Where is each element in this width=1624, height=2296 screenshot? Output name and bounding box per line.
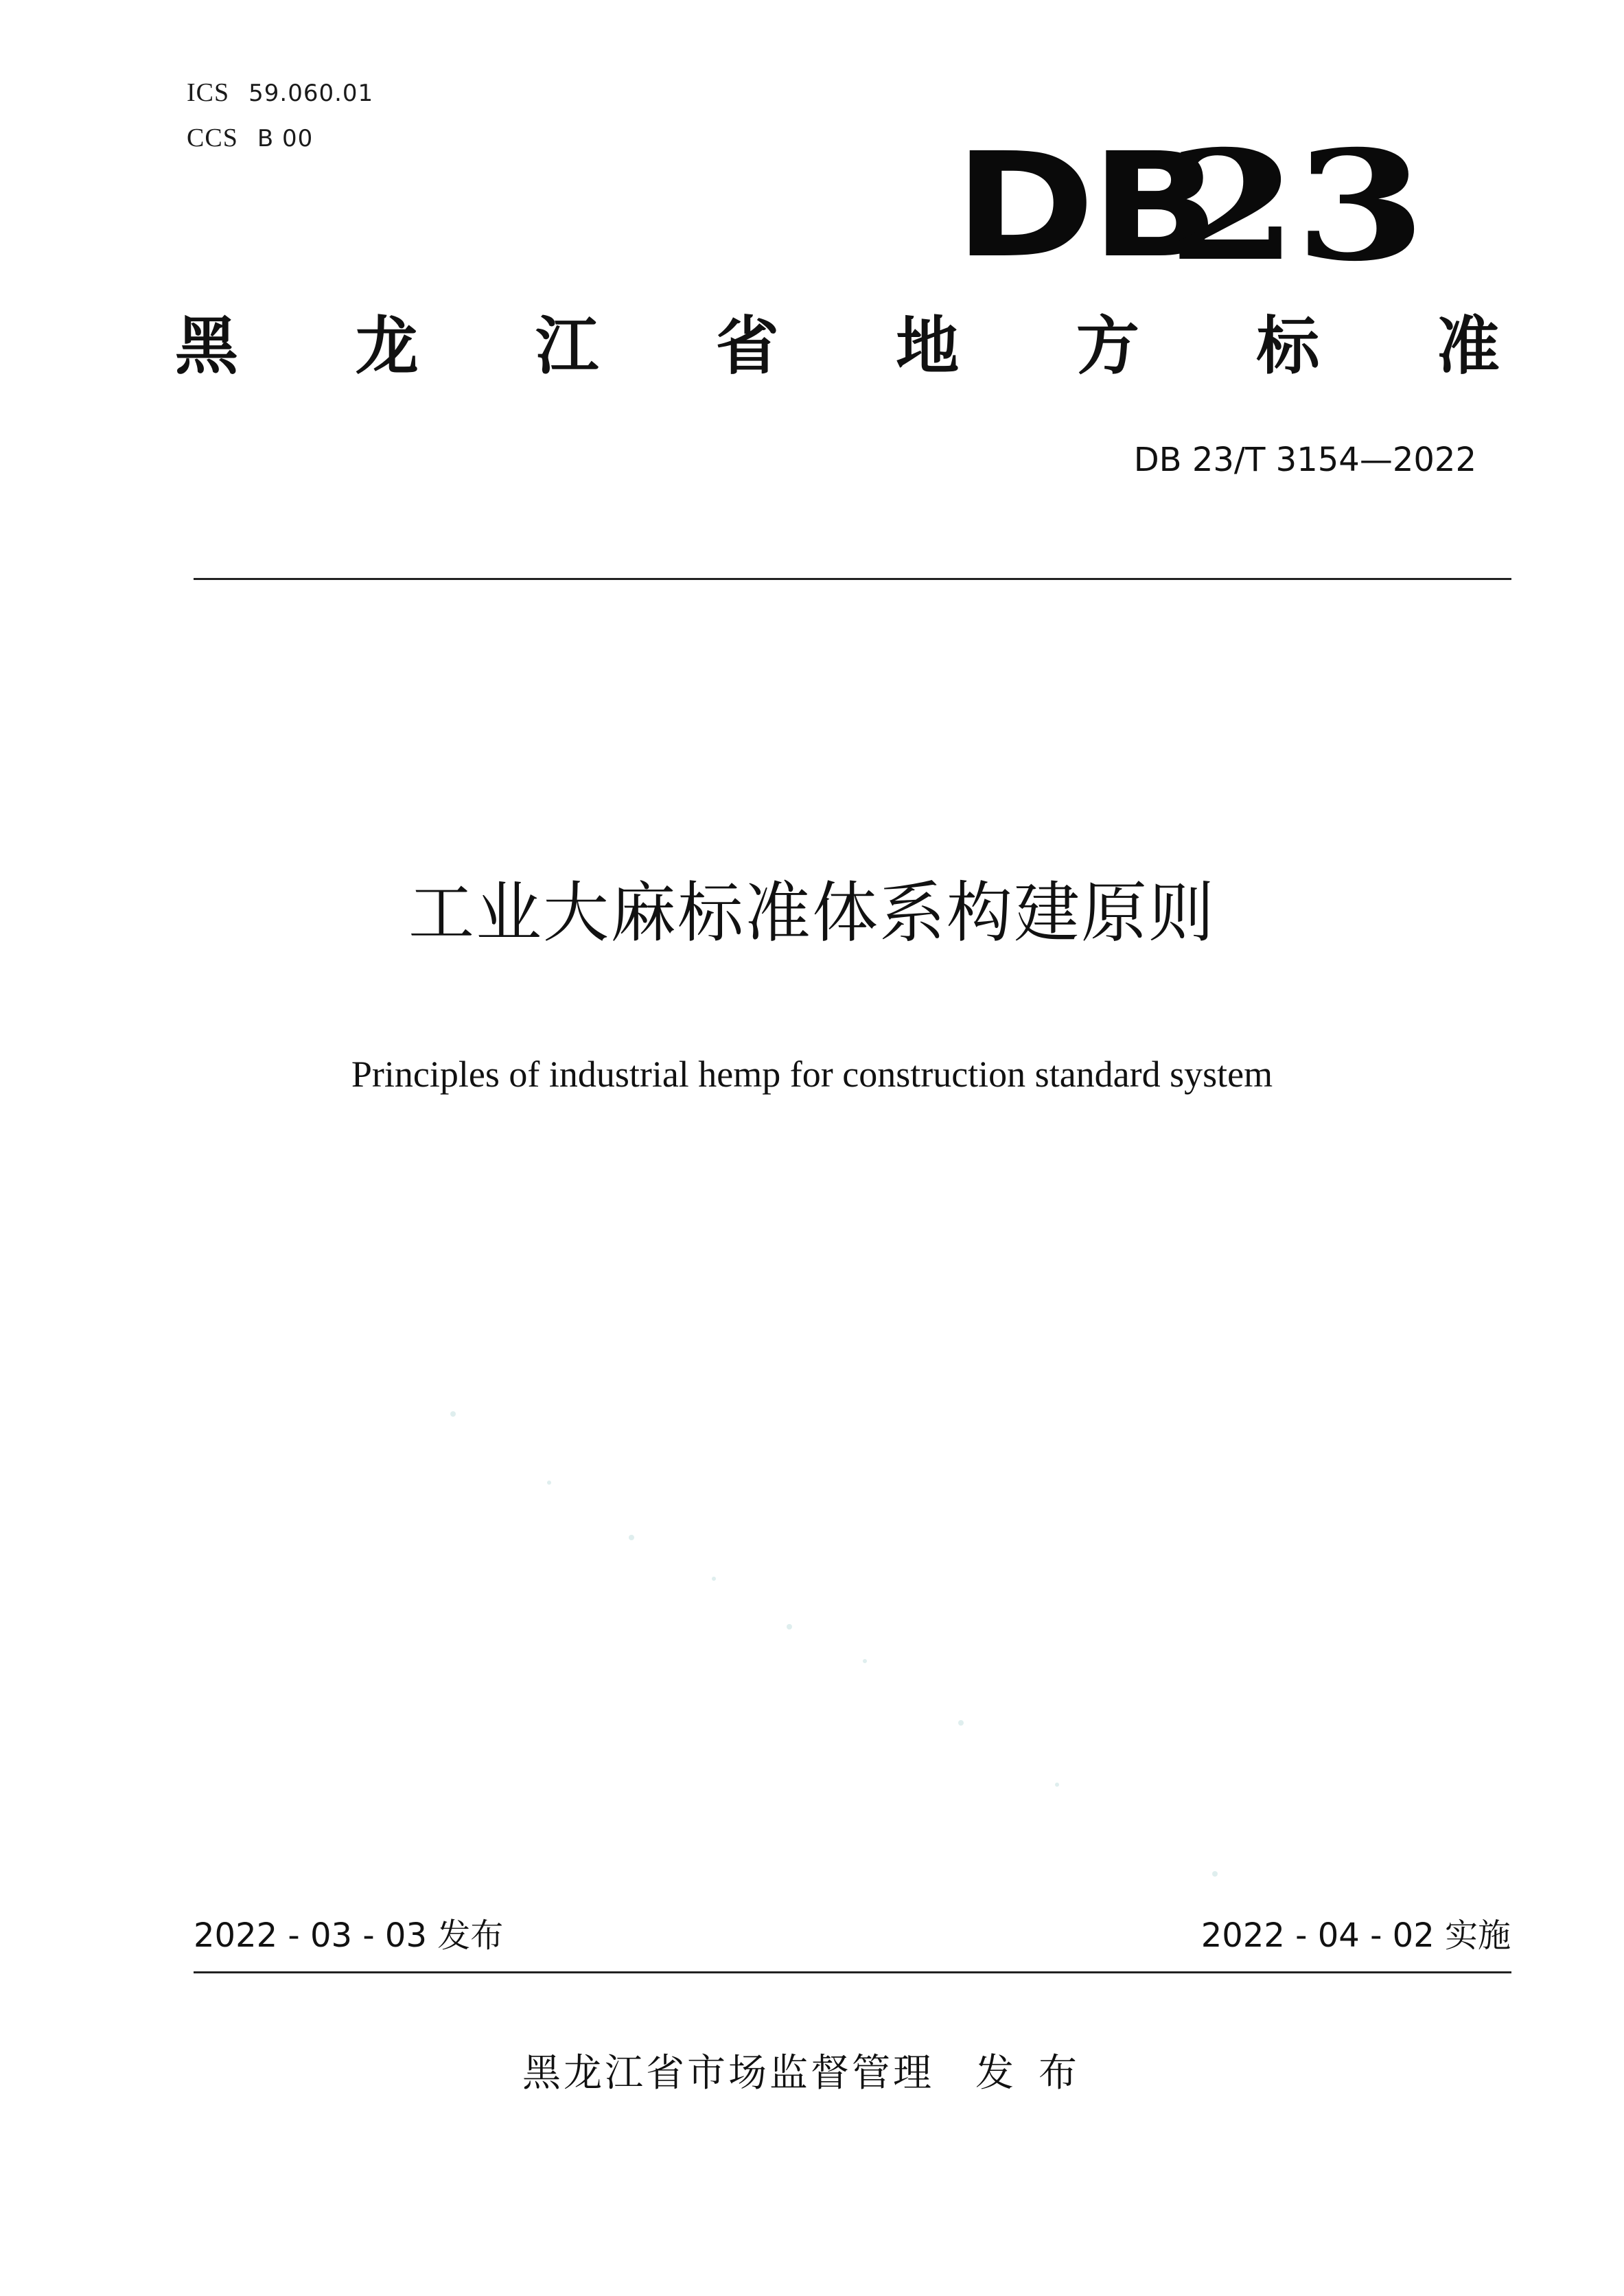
province-title-char: 龙 [355,310,419,383]
standard-number: DB 23/T 3154—2022 [1133,441,1476,479]
english-title: Principles of industrial hemp for construction standard system [351,1054,1273,1095]
issue-date: 2022 - 03 - 03 发布 [194,1916,504,1955]
bottom-divider [194,1971,1511,1973]
chinese-title: 工业大麻标准体系构建原则 [408,874,1216,951]
province-title-char: 标 [1256,310,1320,383]
province-title-char: 地 [896,310,960,383]
publisher-line [0,2049,1624,2098]
province-title-char: 江 [535,310,599,383]
province-title-char: 省 [715,310,779,383]
logo-number-text: 23 [1167,117,1423,294]
publisher-name: 黑龙江省市场监督管理 [522,2051,934,2096]
province-title-char: 黑 [175,310,239,383]
implementation-date: 2022 - 04 - 02 实施 [1200,1916,1511,1955]
logo-db-text: DB [954,121,1216,290]
ccs-code: B 00 [257,125,314,152]
ics-label: ICS [187,78,230,107]
ccs-label: CCS [187,124,238,152]
province-title-char: 方 [1076,310,1139,383]
province-title-char: 准 [1436,310,1500,383]
ics-code: 59.060.01 [248,80,374,107]
publisher-action: 发布 [975,2051,1102,2096]
